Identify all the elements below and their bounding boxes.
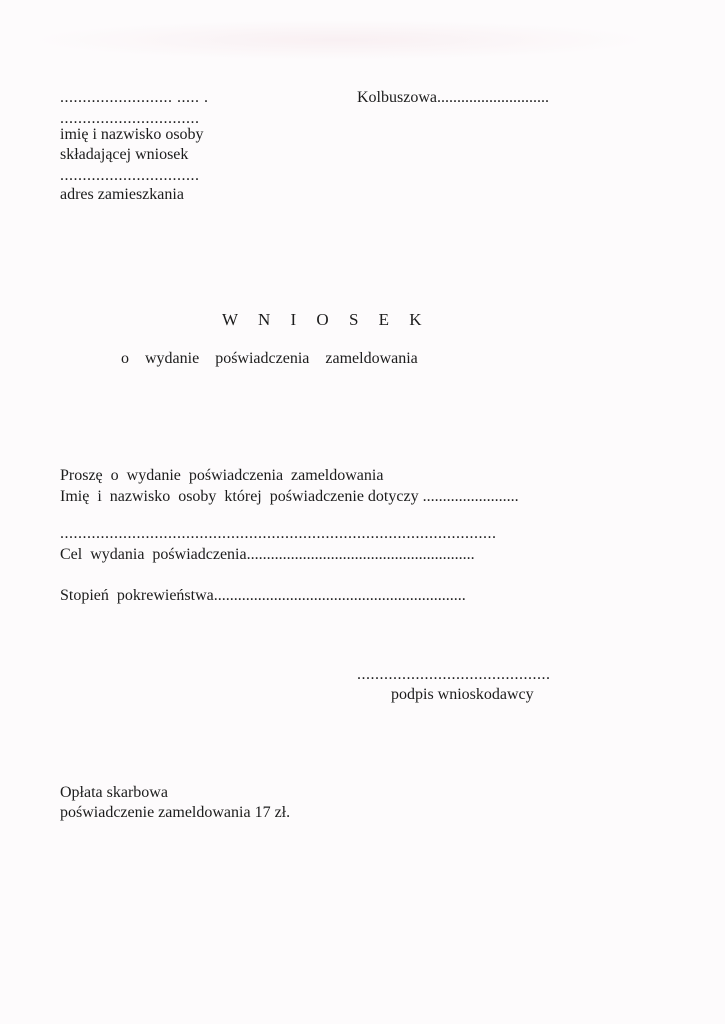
applicant-name-dots-2: ............................... [60,110,200,127]
person-name-line: Imię i nazwisko osoby której poświadczenie dotyczy ........................ [60,488,519,505]
applicant-label-1: imię i nazwisko osoby [60,126,204,143]
kinship-line: Stopień pokrewieństwa............................................................... [60,587,466,604]
document-subtitle: o wydanie poświadczenia zameldowania [121,350,418,367]
address-label: adres zamieszkania [60,186,184,203]
person-name-dots: ................................................................................................. [60,525,497,542]
document-title: W N I O S E K [222,310,430,329]
applicant-name-dots: ......................... ..... . [60,89,209,106]
request-line: Proszę o wydanie poświadczenia zameldowania [60,467,384,484]
signature-label: podpis wnioskodawcy [391,686,534,703]
paper-smudge [30,20,650,60]
address-dots: ............................... [60,167,200,184]
place-date: Kolbuszowa............................ [357,89,549,106]
purpose-line: Cel wydania poświadczenia......................................................... [60,546,475,563]
fee-label: Opłata skarbowa [60,784,168,801]
fee-detail: poświadczenie zameldowania 17 zł. [60,804,291,821]
applicant-label-2: składającej wniosek [60,146,189,163]
signature-dots: ........................................... [357,666,551,683]
